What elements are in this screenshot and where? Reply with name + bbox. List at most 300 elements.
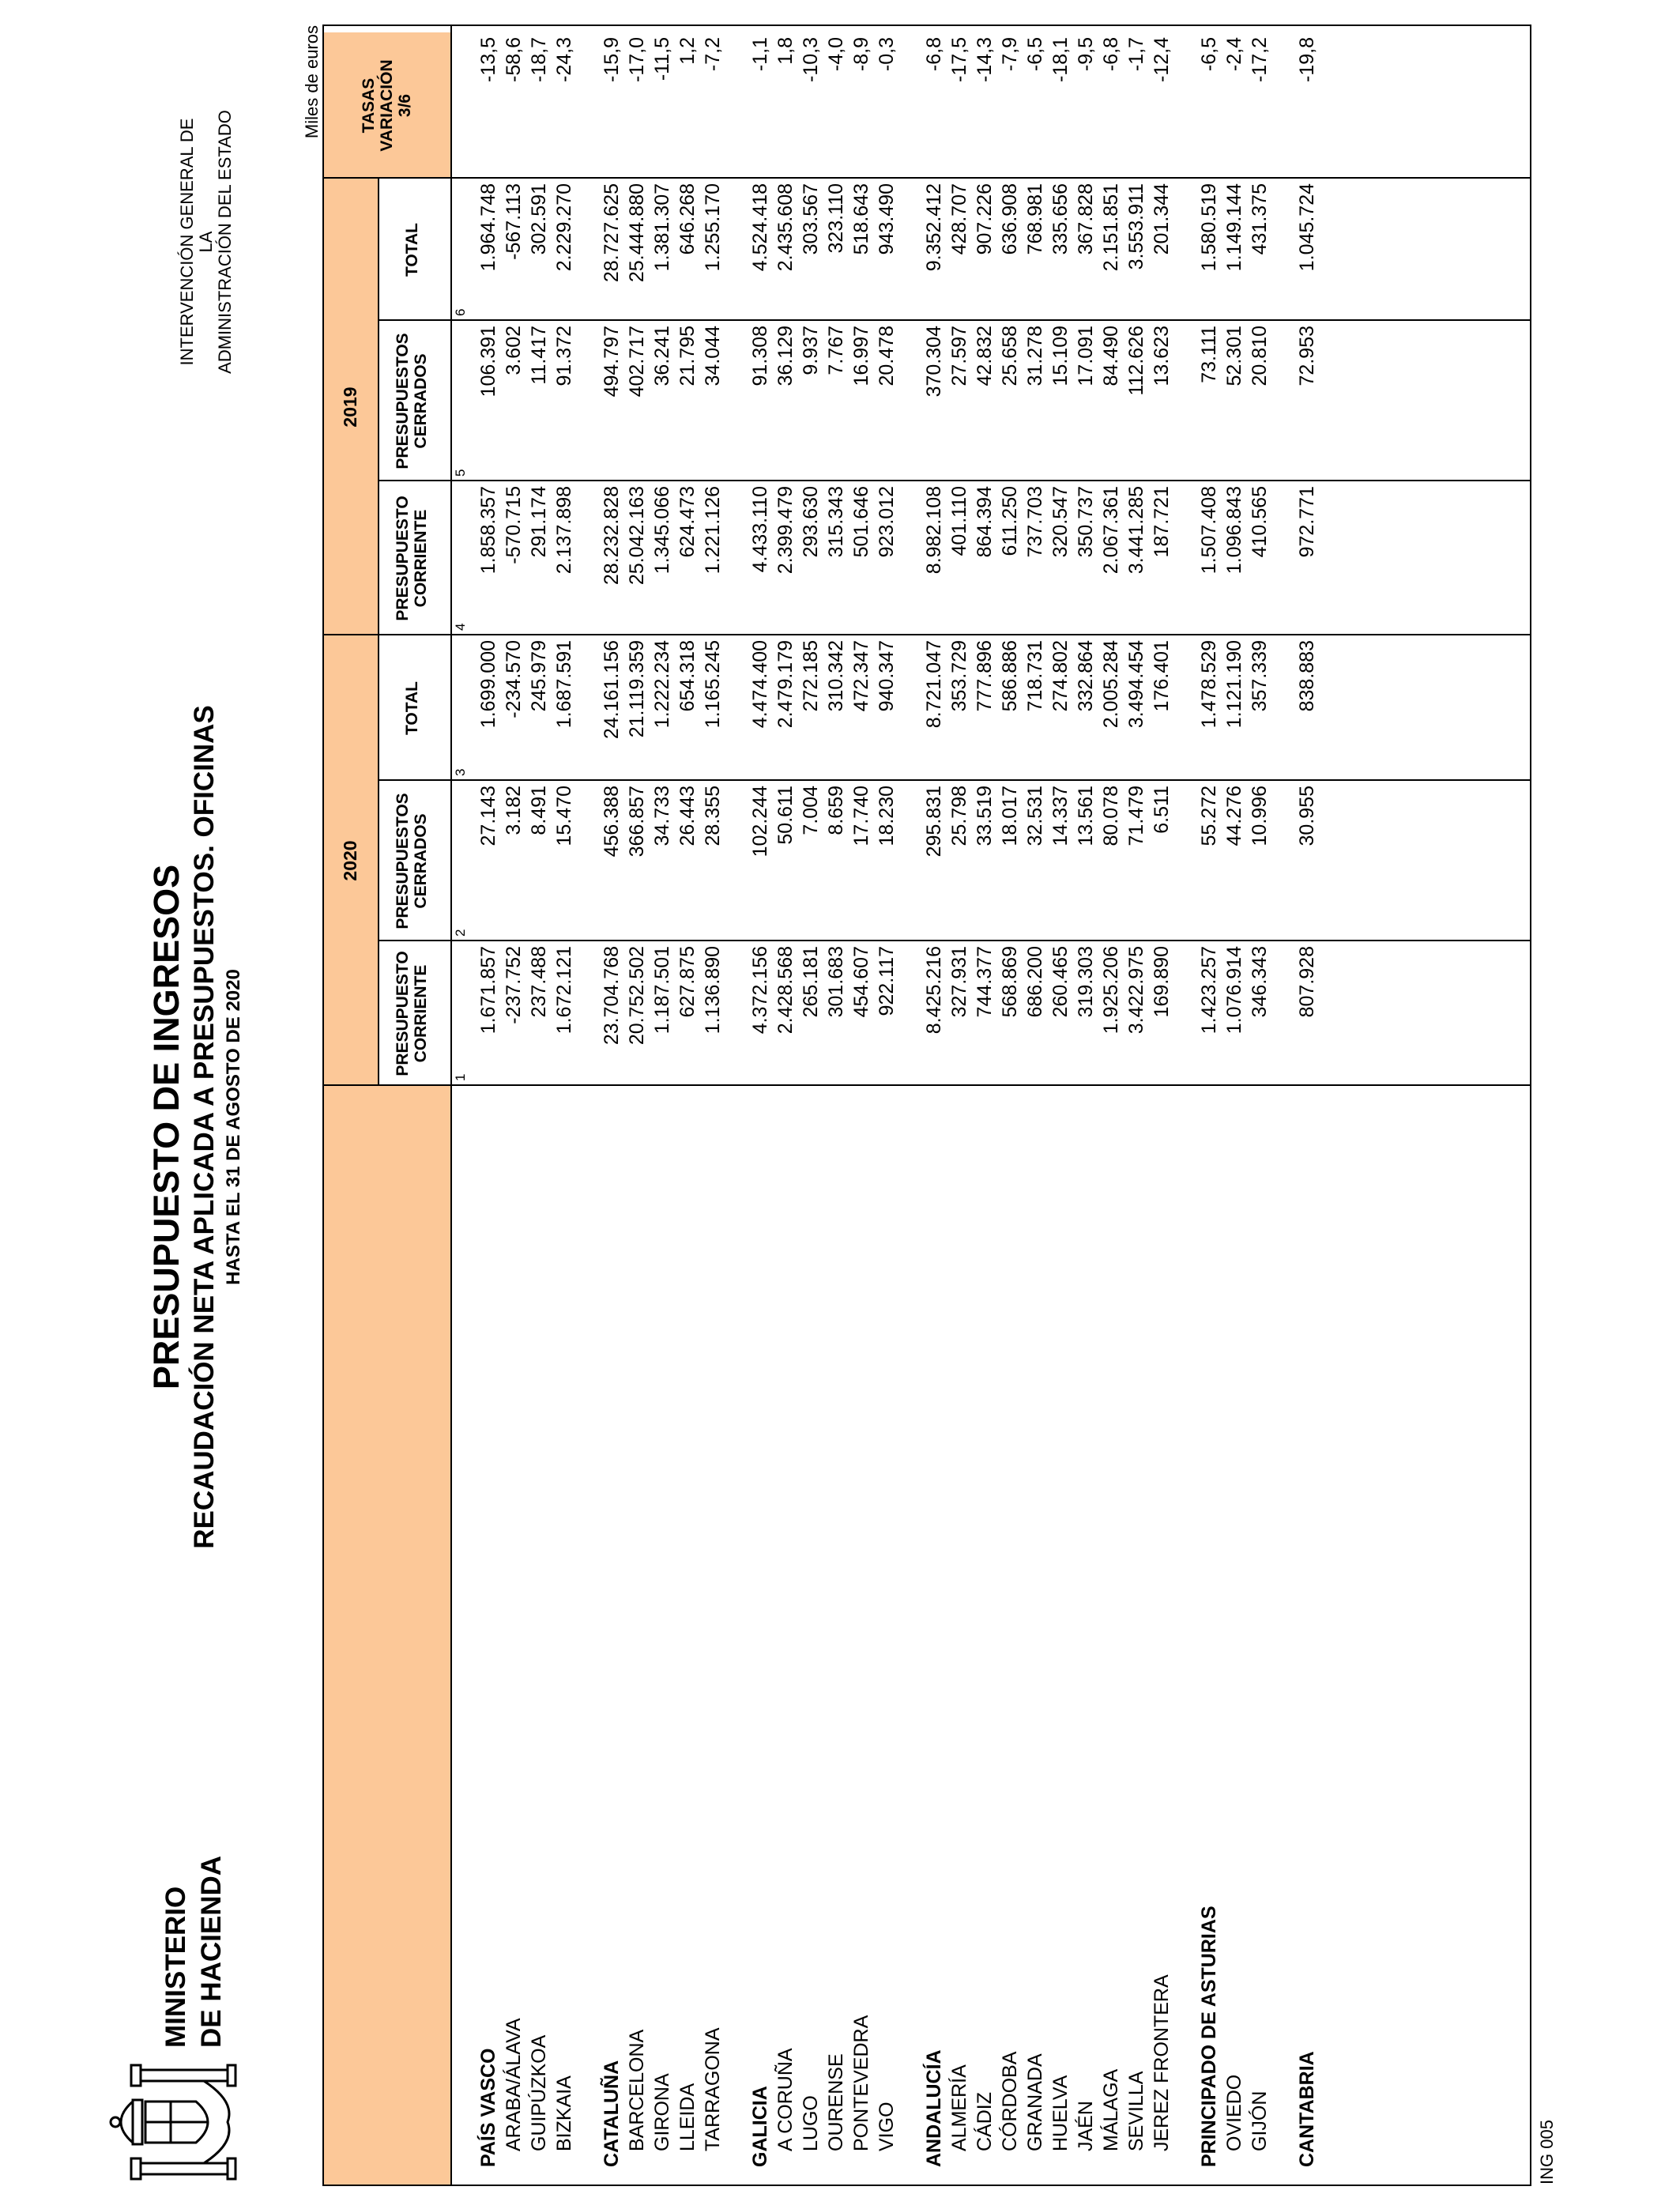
cell-tot19: 2.151.851 (1100, 183, 1122, 272)
cell-pc20: 1.423.257 (1198, 946, 1220, 1035)
row-label: GUIPÚZKOA (528, 2034, 550, 2151)
cell-rate: -13,5 (477, 37, 499, 82)
cell-pce20: 28.355 (702, 786, 724, 846)
cell-pc20: 169.890 (1151, 946, 1173, 1018)
col-number-2: 2 (453, 929, 468, 937)
cell-pce20: 55.272 (1198, 786, 1220, 846)
cell-pce19: 370.304 (923, 326, 945, 398)
cell-tot19: 943.490 (876, 183, 898, 255)
row-label: A CORUÑA (774, 2048, 797, 2151)
cell-pce20: 32.531 (1024, 786, 1046, 846)
table-row (1149, 26, 1174, 2185)
cell-pce19: 52.301 (1223, 326, 1245, 386)
table-row (1073, 26, 1098, 2185)
table-row (798, 26, 823, 2185)
cell-pce19: 21.795 (676, 326, 699, 386)
cell-pc20: 686.200 (1024, 946, 1046, 1018)
row-label: BARCELONA (626, 2029, 648, 2151)
cell-pc20: 8.425.216 (923, 946, 945, 1035)
cell-pc20: 1.187.501 (651, 946, 673, 1035)
cell-rate: -6,8 (923, 37, 945, 72)
row-label: CANTABRIA (1296, 2051, 1318, 2167)
table-row (526, 26, 552, 2185)
cell-pc19: 8.982.108 (923, 486, 945, 575)
cell-tot19: 9.352.412 (923, 183, 945, 272)
table-row (700, 26, 725, 2185)
cell-rate: 1,8 (774, 37, 797, 65)
cell-tot20: 2.479.179 (774, 640, 797, 729)
cell-pc20: 1.925.206 (1100, 946, 1122, 1035)
cell-pce20: 71.479 (1125, 786, 1147, 846)
cell-tot20: 1.222.234 (651, 640, 673, 729)
cell-pce19: 36.241 (651, 326, 673, 386)
row-label: ARABA/ÁLAVA (503, 2018, 525, 2151)
cell-pce20: 8.491 (528, 786, 550, 835)
cell-pce19: 13.623 (1151, 326, 1173, 386)
row-label: GRANADA (1024, 2053, 1046, 2151)
cell-tot20: 777.896 (974, 640, 996, 712)
row-label: GIRONA (651, 2073, 673, 2151)
cell-tot19: 303.567 (800, 183, 822, 255)
cell-pce19: 31.278 (1024, 326, 1046, 386)
table-row (1023, 26, 1048, 2185)
row-label: JAÉN (1075, 2101, 1097, 2151)
cell-rate: -8,9 (850, 37, 872, 72)
cell-pc19: 350.737 (1075, 486, 1097, 558)
cell-tot20: 838.883 (1296, 640, 1318, 712)
cell-rate: -24,3 (553, 37, 575, 82)
cell-pce19: 72.953 (1296, 326, 1318, 386)
row-label: SEVILLA (1125, 2071, 1147, 2151)
cell-pc19: 401.110 (948, 486, 970, 556)
cell-tot20: 24.161.156 (601, 640, 623, 740)
cell-pce19: 36.129 (774, 326, 797, 386)
cell-rate: -2,4 (1223, 37, 1245, 72)
cell-pce19: 91.308 (749, 326, 771, 386)
cell-pc20: 744.377 (974, 946, 996, 1018)
cell-rate: -0,3 (876, 37, 898, 72)
cell-tot19: 518.643 (850, 183, 872, 255)
cell-pce20: 13.561 (1075, 786, 1097, 846)
cell-rate: -17,5 (948, 37, 970, 82)
cell-tot19: 1.381.307 (651, 183, 673, 272)
col-header-pc-2019-line2: CORRIENTE (412, 509, 430, 608)
cell-tot20: 654.318 (676, 640, 699, 712)
cell-pc19: 2.067.361 (1100, 486, 1122, 575)
cell-pce20: 25.798 (948, 786, 970, 846)
cell-rate: -19,8 (1296, 37, 1318, 82)
document-code: ING 005 (1537, 2120, 1557, 2185)
cell-pc19: 611.250 (999, 486, 1021, 556)
cell-pc19: 3.441.285 (1125, 486, 1147, 575)
cell-tot19: 431.375 (1249, 183, 1271, 255)
cell-tot19: 28.727.625 (601, 183, 623, 283)
col-header-pce-2020 (394, 781, 430, 941)
table-row (624, 26, 650, 2185)
cell-pce19: 20.478 (876, 326, 898, 386)
cell-rate: -15,9 (601, 37, 623, 82)
cell-tot20: 245.979 (528, 640, 550, 712)
report-subtitle: RECAUDACIÓN NETA APLICADA A PRESUPUESTOS. OFICINAS (189, 705, 220, 1549)
cell-rate: -17,0 (626, 37, 648, 82)
cell-pc19: 2.399.479 (774, 486, 797, 575)
row-label: GALICIA (749, 2086, 771, 2167)
row-label: GIJÓN (1249, 2090, 1271, 2151)
cell-pc20: 627.875 (676, 946, 699, 1018)
col-header-tasas-line1: TASAS (360, 77, 378, 134)
col-header-pce-2020-line1: PRESUPUESTOS (394, 793, 412, 929)
table-row (849, 26, 874, 2185)
table-row (997, 26, 1023, 2185)
cell-pce20: 6.511 (1151, 786, 1173, 834)
year-divider (378, 179, 379, 1086)
cell-pce20: 456.388 (601, 786, 623, 858)
cell-pce20: 295.831 (923, 786, 945, 858)
cell-tot20: 472.347 (850, 640, 872, 712)
cell-pc19: 624.473 (676, 486, 699, 558)
cell-pc19: 737.703 (1024, 486, 1046, 558)
cell-rate: -6,8 (1100, 37, 1122, 72)
cell-tot19: 335.656 (1049, 183, 1072, 255)
cell-pce20: 17.740 (850, 786, 872, 846)
row-label: OURENSE (825, 2053, 847, 2151)
cell-rate: -1,1 (749, 37, 771, 72)
row-label: BIZKAIA (553, 2075, 575, 2151)
office-line-1: INTERVENCIÓN GENERAL DE LA (177, 118, 216, 366)
report-titles (146, 455, 246, 1799)
cell-pc20: -237.752 (503, 946, 525, 1024)
cell-pc19: 923.012 (876, 486, 898, 558)
cell-tot20: 3.494.454 (1125, 640, 1147, 729)
row-label: TARRAGONA (702, 2027, 724, 2151)
table-row (972, 26, 997, 2185)
table-row (1222, 26, 1247, 2185)
cell-tot20: 1.478.529 (1198, 640, 1220, 729)
cell-pc20: 4.372.156 (749, 946, 771, 1035)
table-row (1124, 26, 1149, 2185)
cell-tot19: 1.045.724 (1296, 183, 1318, 272)
cell-rate: -12,4 (1151, 37, 1173, 82)
cell-pc20: 922.117 (876, 946, 898, 1016)
cell-rate: -58,6 (503, 37, 525, 82)
cell-rate: -17,2 (1249, 37, 1271, 82)
cell-rate: -18,7 (528, 37, 550, 82)
cell-pce20: 18.230 (876, 786, 898, 846)
cell-pce19: 20.810 (1249, 326, 1271, 386)
cell-pc20: 237.488 (528, 946, 550, 1018)
row-label: JEREZ FRONTERA (1151, 1974, 1173, 2151)
ministry-name (158, 1856, 229, 2048)
cell-tot20: 176.401 (1151, 640, 1173, 712)
cell-pc20: 1.671.857 (477, 946, 499, 1035)
cell-pc19: 291.174 (528, 486, 550, 558)
table-row (1098, 26, 1124, 2185)
cell-tot19: 907.226 (974, 183, 996, 255)
table-row (1247, 26, 1272, 2185)
cell-pce19: 17.091 (1075, 326, 1097, 386)
cell-rate: -1,7 (1125, 37, 1147, 72)
table-row (675, 26, 700, 2185)
ministry-line-1: MINISTERIO (160, 1886, 191, 2048)
cell-pce19: 11.417 (528, 326, 550, 385)
col-header-total-2020: TOTAL (403, 680, 421, 736)
cell-pce20: 10.996 (1249, 786, 1271, 846)
cell-pc19: 25.042.163 (626, 486, 648, 586)
cell-pce19: 25.658 (999, 326, 1021, 386)
ministry-line-2: DE HACIENDA (196, 1855, 227, 2048)
row-label: CATALUÑA (601, 2060, 623, 2167)
office-line-2: ADMINISTRACIÓN DEL ESTADO (215, 110, 235, 374)
cell-pc20: 568.869 (999, 946, 1021, 1018)
cell-pc19: 4.433.110 (749, 486, 771, 573)
col-header-pce-2019-line1: PRESUPUESTOS (394, 333, 412, 469)
cell-pce20: 50.611 (774, 786, 797, 845)
cell-tot19: 201.344 (1151, 183, 1173, 255)
cell-tot20: 21.119.359 (626, 640, 648, 738)
cell-tot19: 302.591 (528, 183, 550, 255)
cell-rate: -4,0 (825, 37, 847, 72)
cell-rate: -14,3 (974, 37, 996, 82)
table-group-row (1196, 26, 1222, 2185)
header-bottom-rule (450, 26, 452, 2185)
cell-pc20: 23.704.768 (601, 946, 623, 1046)
table-group-row (599, 26, 624, 2185)
report-date: HASTA EL 31 DE AGOSTO DE 2020 (223, 969, 244, 1285)
cell-tot19: -567.113 (503, 183, 525, 260)
table-row (773, 26, 798, 2185)
year-2020-label: 2020 (340, 840, 360, 881)
cell-pc19: 293.630 (800, 486, 822, 558)
cell-pce20: 18.017 (999, 786, 1021, 846)
cell-tot19: 2.435.608 (774, 183, 797, 272)
table-row (1048, 26, 1073, 2185)
cell-pc20: 807.928 (1296, 946, 1318, 1018)
cell-pc20: 327.931 (948, 946, 970, 1018)
cell-pce19: 27.597 (948, 326, 970, 386)
cell-pc19: 2.137.898 (553, 486, 575, 575)
cell-tot20: 310.342 (825, 640, 847, 712)
cell-pce19: 3.602 (503, 326, 525, 375)
cell-pc19: 410.565 (1249, 486, 1271, 558)
year-2019-label: 2019 (340, 386, 360, 428)
cell-pce19: 9.937 (800, 326, 822, 375)
cell-rate: -6,5 (1198, 37, 1220, 72)
cell-pc20: 319.303 (1075, 946, 1097, 1018)
cell-tot19: 2.229.270 (553, 183, 575, 272)
cell-pc20: 265.181 (800, 946, 822, 1018)
table-row (823, 26, 849, 2185)
cell-tot20: 8.721.047 (923, 640, 945, 729)
cell-tot19: 646.268 (676, 183, 699, 255)
col-header-total-2019: TOTAL (403, 222, 421, 277)
cell-rate: -7,2 (702, 37, 724, 72)
cell-pce20: 27.143 (477, 786, 499, 846)
cell-pce20: 3.182 (503, 786, 525, 835)
report-title: PRESUPUESTO DE INGRESOS (146, 864, 186, 1390)
table-row (552, 26, 577, 2185)
cell-pce19: 34.044 (702, 326, 724, 386)
cell-tot19: 323.110 (825, 183, 847, 254)
coat-of-arms-icon (101, 2054, 259, 2190)
cell-pc19: 1.507.408 (1198, 486, 1220, 575)
cell-pce19: 91.372 (553, 326, 575, 386)
row-label: OVIEDO (1223, 2074, 1245, 2151)
cell-tot20: 4.474.400 (749, 640, 771, 729)
cell-tot19: 1.255.170 (702, 183, 724, 272)
cell-tot19: 1.149.144 (1223, 183, 1245, 272)
cell-pc20: 3.422.975 (1125, 946, 1147, 1035)
cell-pce19: 7.767 (825, 326, 847, 375)
col-header-pc-2020 (394, 941, 430, 1086)
cell-pc19: 315.343 (825, 486, 847, 558)
col-header-tasas-line3: 3/6 (396, 93, 414, 118)
cell-pce20: 33.519 (974, 786, 996, 846)
cell-pc19: 1.221.126 (702, 486, 724, 575)
cell-pc20: 2.428.568 (774, 946, 797, 1035)
cell-pc20: 346.343 (1249, 946, 1271, 1018)
cell-tot20: 940.347 (876, 640, 898, 712)
cell-tot19: 367.828 (1075, 183, 1097, 255)
row-label: PAÍS VASCO (477, 2048, 499, 2167)
row-label: VIGO (876, 2102, 898, 2151)
col-header-pce-2019-line2: CERRADOS (412, 353, 430, 449)
cell-tot20: 272.185 (800, 640, 822, 712)
col-header-pc-2019 (394, 481, 430, 635)
cell-pce20: 7.004 (800, 786, 822, 835)
cell-tot20: 1.121.190 (1223, 640, 1245, 729)
cell-tot20: 586.886 (999, 640, 1021, 712)
cell-tot19: 1.964.748 (477, 183, 499, 272)
cell-pce20: 44.276 (1223, 786, 1245, 846)
cell-rate: -10,3 (800, 37, 822, 82)
table-row (650, 26, 675, 2185)
row-label: MÁLAGA (1100, 2068, 1122, 2151)
cell-tot20: 357.339 (1249, 640, 1271, 712)
cell-tot20: 2.005.284 (1100, 640, 1122, 729)
cell-tot19: 25.444.880 (626, 183, 648, 283)
cell-tot20: 1.687.591 (553, 640, 575, 729)
cell-pce20: 80.078 (1100, 786, 1122, 846)
col-header-pc-2020-line2: CORRIENTE (412, 964, 430, 1063)
col-header-tasas-line2: VARIACIÓN (378, 59, 396, 152)
issuing-office (178, 107, 235, 376)
row-label: PRINCIPADO DE ASTURIAS (1198, 1906, 1220, 2167)
cell-pc19: 187.721 (1151, 486, 1173, 558)
revenue-table (322, 25, 1531, 2186)
cell-pce19: 106.391 (477, 326, 499, 398)
cell-pc19: 864.394 (974, 486, 996, 558)
cell-pc19: 501.646 (850, 486, 872, 558)
cell-pce20: 366.857 (626, 786, 648, 858)
cell-pc20: 1.076.914 (1223, 946, 1245, 1035)
cell-rate: -6,5 (1024, 37, 1046, 72)
cell-tot19: 636.908 (999, 183, 1021, 255)
cell-pc20: 260.465 (1049, 946, 1072, 1018)
cell-pc19: 320.547 (1049, 486, 1072, 558)
col-number-5: 5 (453, 469, 468, 477)
cell-pc19: 1.096.843 (1223, 486, 1245, 575)
cell-tot20: -234.570 (503, 640, 525, 718)
table-row (501, 26, 526, 2185)
cell-pce19: 42.832 (974, 326, 996, 386)
cell-tot20: 1.699.000 (477, 640, 499, 729)
cell-pc20: 20.752.502 (626, 946, 648, 1046)
header-fill-left (324, 1086, 450, 2185)
col-header-pce-2020-line2: CERRADOS (412, 813, 430, 909)
cell-rate: -18,1 (1049, 37, 1072, 82)
row-label: HUELVA (1049, 2075, 1072, 2151)
col-header-pc-2020-line1: PRESUPUESTO (394, 951, 412, 1076)
cell-pce20: 102.244 (749, 786, 771, 858)
cell-tot20: 274.802 (1049, 640, 1072, 712)
cell-tot19: 428.707 (948, 183, 970, 255)
cell-tot19: 4.524.418 (749, 183, 771, 272)
cell-pc19: 28.232.828 (601, 486, 623, 586)
row-label: ALMERÍA (948, 2064, 970, 2151)
col-number-1: 1 (453, 1073, 468, 1081)
cell-rate: -11,5 (651, 37, 673, 81)
table-row (947, 26, 972, 2185)
cell-rate: -7,9 (999, 37, 1021, 72)
col-header-tasas (360, 32, 414, 179)
cell-pc19: -570.715 (503, 486, 525, 564)
cell-tot19: 3.553.911 (1125, 183, 1147, 270)
cell-pc20: 1.136.890 (702, 946, 724, 1035)
row-label: LUGO (800, 2095, 822, 2151)
cell-rate: 1,2 (676, 37, 699, 65)
cell-pc19: 1.858.357 (477, 486, 499, 575)
cell-pc19: 1.345.066 (651, 486, 673, 575)
cell-pce19: 16.997 (850, 326, 872, 386)
cell-pce20: 8.659 (825, 786, 847, 835)
cell-pce19: 494.797 (601, 326, 623, 398)
row-label: CÁDIZ (974, 2092, 996, 2151)
row-label: LLEIDA (676, 2083, 699, 2151)
cell-pce19: 84.490 (1100, 326, 1122, 386)
cell-pc20: 1.672.121 (553, 946, 575, 1035)
col-number-3: 3 (453, 768, 468, 776)
cell-pce20: 26.443 (676, 786, 699, 846)
cell-pce20: 15.470 (553, 786, 575, 846)
cell-pc19: 972.771 (1296, 486, 1318, 558)
row-label: ANDALUCÍA (923, 2049, 945, 2167)
row-label: CÓRDOBA (999, 2051, 1021, 2151)
cell-rate: -9,5 (1075, 37, 1097, 72)
table-row (874, 26, 899, 2185)
cell-tot19: 1.580.519 (1198, 183, 1220, 272)
table-group-row (1294, 26, 1320, 2185)
cell-pc20: 454.607 (850, 946, 872, 1018)
cell-pce20: 34.733 (651, 786, 673, 846)
col-header-pc-2019-line1: PRESUPUESTO (394, 496, 412, 621)
cell-pce20: 30.955 (1296, 786, 1318, 846)
cell-pce19: 15.109 (1049, 326, 1072, 386)
cell-tot20: 1.165.245 (702, 640, 724, 729)
cell-pce19: 402.717 (626, 326, 648, 398)
cell-pce20: 14.337 (1049, 786, 1072, 846)
cell-tot20: 353.729 (948, 640, 970, 712)
table-group-row (921, 26, 947, 2185)
cell-pce19: 112.626 (1125, 326, 1147, 396)
cell-tot20: 718.731 (1024, 640, 1046, 712)
table-group-row (476, 26, 501, 2185)
table-group-row (748, 26, 773, 2185)
row-label: PONTEVEDRA (850, 2015, 872, 2151)
cell-pc20: 301.683 (825, 946, 847, 1018)
cell-pce19: 73.111 (1198, 326, 1220, 383)
col-number-4: 4 (453, 623, 468, 631)
cell-tot19: 768.981 (1024, 183, 1046, 255)
